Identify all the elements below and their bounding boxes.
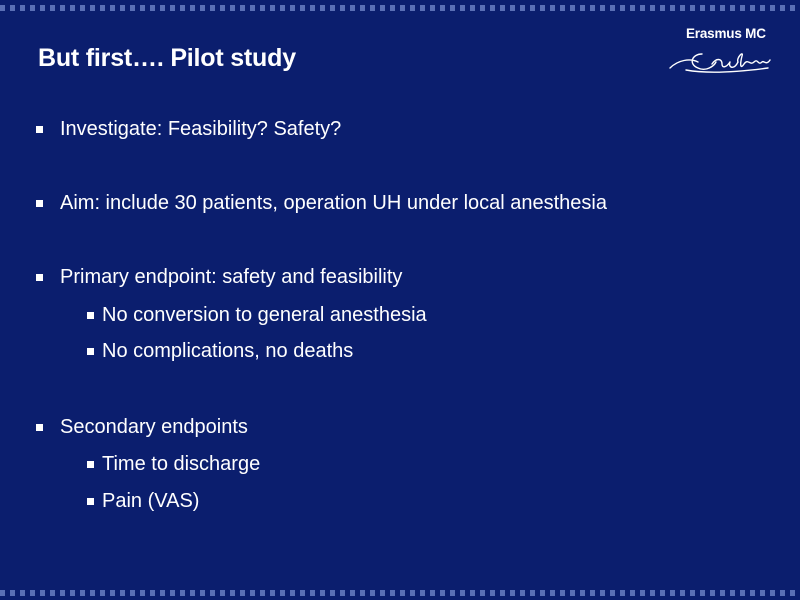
list-item bbox=[60, 266, 402, 289]
bullet-square-icon bbox=[87, 348, 94, 355]
sub-list-item bbox=[102, 304, 427, 327]
sub-list-item-text: No complications, no deaths bbox=[102, 340, 354, 362]
bullet-square-icon bbox=[87, 312, 94, 319]
sub-list-item bbox=[102, 453, 260, 476]
logo-name: Erasmus MC bbox=[686, 26, 766, 41]
list-item bbox=[60, 118, 341, 141]
list-item bbox=[60, 192, 607, 215]
bullet-square-icon bbox=[36, 274, 43, 281]
list-item-text: Primary endpoint: safety and feasibility bbox=[60, 266, 403, 288]
list-item bbox=[60, 416, 248, 439]
sub-list-item-text: No conversion to general anesthesia bbox=[102, 304, 427, 326]
bullet-square-icon bbox=[36, 424, 43, 431]
bullet-square-icon bbox=[36, 126, 43, 133]
sub-list-item-text: Time to discharge bbox=[102, 453, 261, 475]
list-item-text: Secondary endpoints bbox=[60, 416, 248, 438]
list-item-text: Investigate: Feasibility? Safety? bbox=[60, 118, 342, 140]
sub-list-item bbox=[102, 340, 353, 363]
sub-list-item bbox=[102, 490, 199, 513]
sub-list-item-text: Pain (VAS) bbox=[102, 490, 200, 512]
slide-title: But first…. Pilot study bbox=[38, 44, 296, 72]
bullet-square-icon bbox=[36, 200, 43, 207]
bullet-square-icon bbox=[87, 498, 94, 505]
list-item-text: Aim: include 30 patients, operation UH under local anesthesia bbox=[60, 192, 607, 214]
bullet-square-icon bbox=[87, 461, 94, 468]
